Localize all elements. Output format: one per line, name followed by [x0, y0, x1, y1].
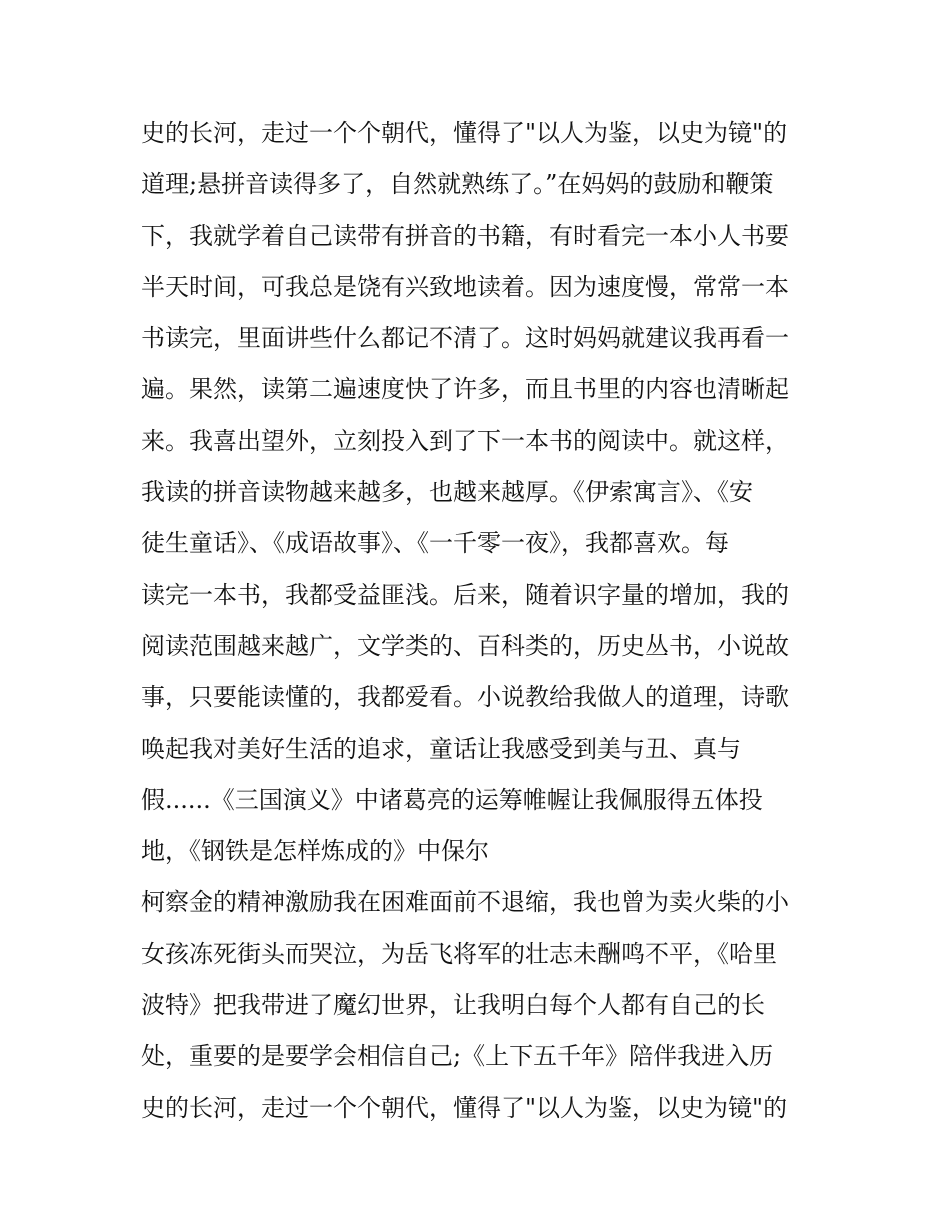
text-line: 柯察金的精神激励我在困难面前不退缩，我也曾为卖火柴的小	[141, 888, 789, 917]
text-line: 史的长河，走过一个个朝代，懂得了"以人为鉴，以史为镜"的	[141, 1093, 788, 1122]
body-text	[141, 108, 821, 1134]
text-line: 徒生童话》、《成语故事》、《一千零一夜》，我都喜欢。每	[141, 529, 729, 558]
text-line: 假......《三国演义》中诸葛亮的运筹帷幄让我佩服得五体投	[141, 785, 763, 814]
text-line: 我读的拼音读物越来越多，也越来越厚。《伊索寓言》、《安	[141, 478, 753, 507]
text-line: 半天时间，可我总是饶有兴致地读着。因为速度慢，常常一本	[141, 272, 789, 301]
text-line: 史的长河，走过一个个朝代，懂得了"以人为鉴，以史为镜"的	[141, 119, 788, 147]
text-line: 道理;悬拼音读得多了，自然就熟练了。”在妈妈的鼓励和鞭策	[141, 170, 774, 199]
text-line: 遍。果然，读第二遍速度快了许多，而且书里的内容也清晰起	[141, 375, 789, 404]
text-line: 事，只要能读懂的，我都爱看。小说教给我做人的道理，诗歌	[141, 683, 789, 712]
text-line: 读完一本书，我都受益匪浅。后来，随着识字量的增加，我的	[141, 580, 789, 609]
text-line: 书读完，里面讲些什么都记不清了。这时妈妈就建议我再看一	[141, 324, 789, 353]
text-line: 波特》把我带进了魔幻世界，让我明白每个人都有自己的长	[141, 991, 765, 1020]
text-line: 下，我就学着自己读带有拼音的书籍，有时看完一本小人书要	[141, 221, 789, 250]
text-line: 阅读范围越来越广，文学类的、百科类的，历史丛书，小说故	[141, 631, 789, 660]
text-line: 女孩冻死街头而哭泣，为岳飞将军的壮志未酬鸣不平，《哈里	[141, 939, 777, 968]
text-line: 处，重要的是要学会相信自己;《上下五千年》陪伴我进入历	[141, 1042, 774, 1071]
text-line: 地，《钢铁是怎样炼成的》中保尔	[141, 837, 489, 866]
text-line: 来。我喜出望外，立刻投入到了下一本书的阅读中。就这样，	[141, 426, 789, 455]
text-line: 唤起我对美好生活的追求，童话让我感受到美与丑、真与	[141, 734, 741, 763]
